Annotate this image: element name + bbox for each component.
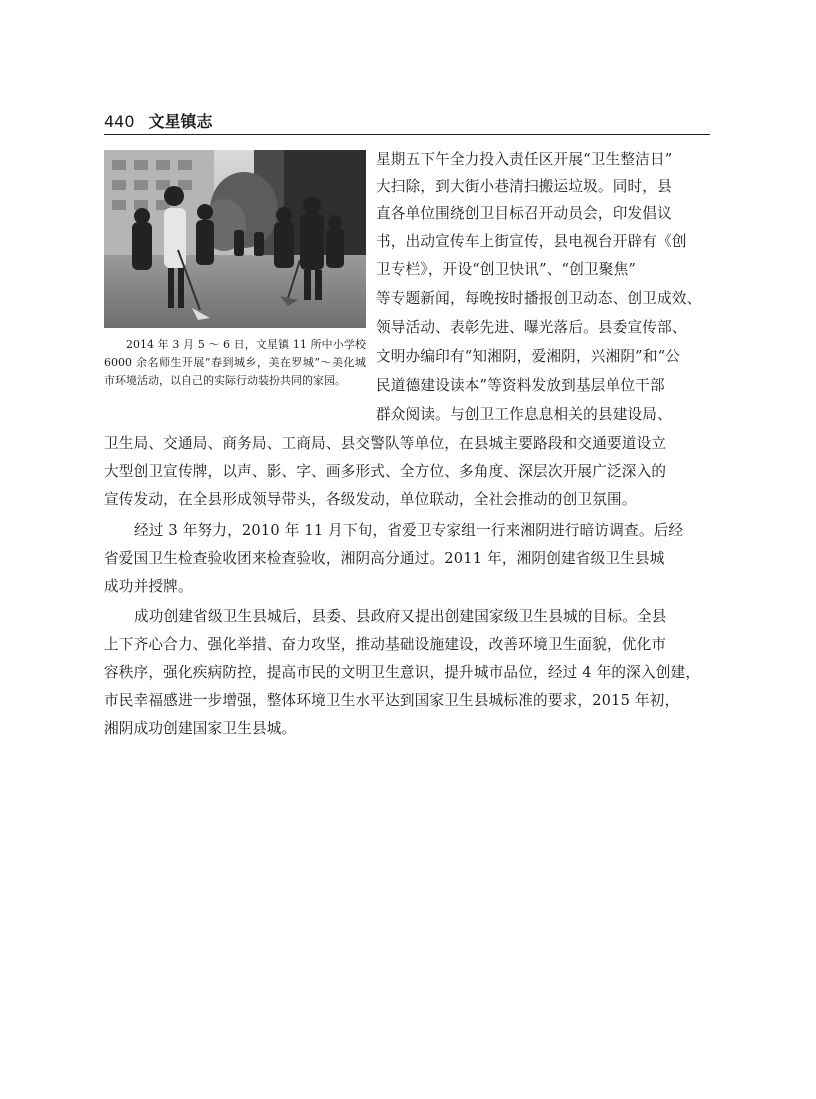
- text-line: 大型创卫宣传牌，以声、影、字、画多形式、全方位、多角度、深层次开展广泛深入的: [104, 463, 667, 480]
- text-line: 卫专栏》，开设“创卫快讯”、“创卫聚焦”: [376, 261, 637, 278]
- text-line: 省爱国卫生检查验收团来检查验收，湘阴高分通过。2011 年，湘阴创建省级卫生县城: [104, 550, 665, 567]
- text-line: 湘阴成功创建国家卫生县城。: [104, 720, 297, 737]
- book-title: 文星镇志: [148, 112, 213, 131]
- text-line: 直各单位围绕创卫目标召开动员会，印发倡议: [376, 205, 672, 222]
- text-line: 等专题新闻，每晚按时播报创卫动态、创卫成效、: [376, 290, 702, 307]
- text-line: 星期五下午全力投入责任区开展“卫生整洁日”: [376, 151, 673, 168]
- photo-caption: [104, 336, 366, 390]
- text-line: 市民幸福感进一步增强，整体环境卫生水平达到国家卫生县城标准的要求，2015 年初，: [104, 692, 680, 709]
- text-line: 文明办编印有“知湘阴，爱湘阴，兴湘阴”和“公: [376, 348, 681, 365]
- text-line: 领导活动、表彰先进、曝光落后。县委宣传部、: [376, 319, 687, 336]
- text-line: 容秩序，强化疾病防控，提高市民的文明卫生意识，提升城市品位，经过 4 年的深入创建，: [104, 664, 701, 681]
- photo-image: [104, 150, 366, 328]
- text-line: 成功创建省级卫生县城后，县委、县政府又提出创建国家级卫生县城的目标。全县: [134, 608, 667, 625]
- street-cleaning-photo: [104, 150, 366, 328]
- text-line: 成功并授牌。: [104, 578, 193, 595]
- text-line: 民道德建设读本”等资料发放到基层单位干部: [376, 377, 665, 394]
- photo-caption-text: 2014 年 3 月 5 ～ 6 日，文星镇 11 所中小学校 6000 余名师生开展“春到城乡，美在罗城”～美化城市环境活动，以自己的实际行动装扮共同的家园。: [104, 338, 366, 387]
- page-number: 440: [104, 112, 135, 131]
- page-header: [104, 112, 710, 135]
- text-line: 经过 3 年努力，2010 年 11 月下旬，省爱卫专家组一行来湘阴进行暗访调查。后经: [134, 522, 684, 539]
- text-line: 书，出动宣传车上街宣传，县电视台开辟有《创: [376, 233, 687, 250]
- text-line: 宣传发动，在全县形成领导带头，各级发动，单位联动，全社会推动的创卫氛围。: [104, 491, 637, 508]
- text-line: 群众阅读。与创卫工作息息相关的县建设局、: [376, 406, 672, 423]
- text-line: 大扫除，到大街小巷清扫搬运垃圾。同时，县: [376, 178, 672, 195]
- text-line: 上下齐心合力、强化举措、奋力攻坚，推动基础设施建设，改善环境卫生面貌，优化市: [104, 636, 667, 653]
- text-line: 卫生局、交通局、商务局、工商局、县交警队等单位，在县城主要路段和交通要道设立: [104, 435, 667, 452]
